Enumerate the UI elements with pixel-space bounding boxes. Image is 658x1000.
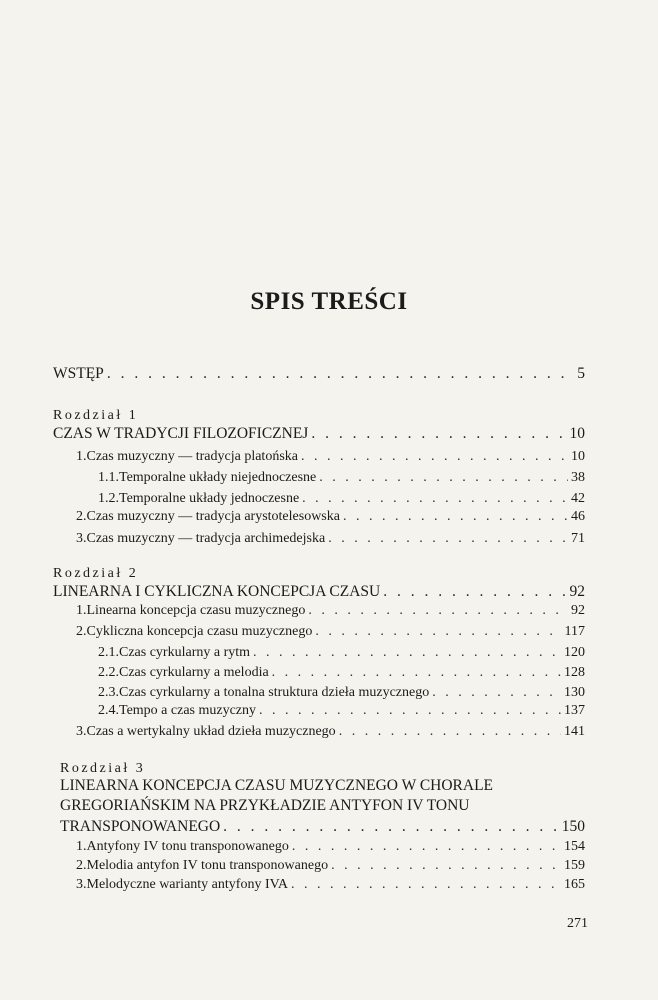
dot-leader bbox=[383, 583, 566, 601]
toc-entry bbox=[98, 491, 585, 507]
toc-entry-number: 1.1. bbox=[98, 470, 119, 485]
dot-leader bbox=[107, 365, 574, 383]
toc-entry bbox=[98, 685, 585, 701]
toc-page-number: 42 bbox=[571, 491, 585, 506]
toc-page-number: 154 bbox=[564, 839, 585, 854]
toc-entry-label: Temporalne układy jednoczesne bbox=[119, 491, 300, 506]
toc-page-number: 71 bbox=[571, 531, 585, 546]
toc-entry-label: Melodia antyfon IV tonu transponowanego bbox=[86, 858, 329, 873]
toc-entry-label: Antyfony IV tonu transponowanego bbox=[86, 839, 289, 854]
toc-entry-number: 1. bbox=[76, 603, 87, 618]
toc-entry bbox=[76, 531, 585, 547]
toc-page-number: 165 bbox=[564, 877, 585, 892]
dot-leader bbox=[315, 624, 561, 640]
toc-entry bbox=[76, 839, 585, 855]
toc-entry-number: 2. bbox=[76, 858, 87, 873]
toc-entry bbox=[76, 509, 585, 525]
toc-entry-label: LINEARNA I CYKLICZNA KONCEPCJA CZASU bbox=[53, 583, 381, 600]
toc-entry-label: Czas muzyczny — tradycja platońska bbox=[86, 449, 298, 464]
toc-entry-number: 2.3. bbox=[98, 685, 119, 700]
dot-leader bbox=[301, 449, 568, 465]
dot-leader bbox=[291, 877, 561, 893]
toc-page-number: 128 bbox=[564, 665, 585, 680]
toc-entry-label: WSTĘP bbox=[53, 365, 104, 382]
toc-page-number: 130 bbox=[564, 685, 585, 700]
dot-leader bbox=[302, 491, 568, 507]
toc-entry-label: Melodyczne warianty antyfony IVA bbox=[86, 877, 289, 892]
toc-entry-number: 2.4. bbox=[98, 703, 119, 718]
toc-entry-number: 1.2. bbox=[98, 491, 119, 506]
toc-chapter-title-line: LINEARNA KONCEPCJA CZASU MUZYCZNEGO W CHORALE bbox=[60, 777, 494, 794]
toc-entry-number: 2.2. bbox=[98, 665, 119, 680]
toc-page-number: 5 bbox=[577, 365, 585, 382]
toc-entry-label: Czas cyrkularny a tonalna struktura dzieła muzycznego bbox=[119, 685, 430, 700]
page-title: SPIS TREŚCI bbox=[250, 288, 408, 315]
toc-entry-label: Cykliczna koncepcja czasu muzycznego bbox=[86, 624, 313, 639]
toc-entry bbox=[76, 449, 585, 465]
toc-entry-label: Linearna koncepcja czasu muzycznego bbox=[86, 603, 306, 618]
dot-leader bbox=[223, 818, 559, 836]
toc-entry bbox=[76, 724, 585, 740]
toc-entry-number: 3. bbox=[76, 724, 87, 739]
toc-page-number: 10 bbox=[569, 425, 585, 442]
toc-page-number: 46 bbox=[571, 509, 585, 524]
toc-entry-label: Czas a wertykalny układ dzieła muzycznego bbox=[86, 724, 336, 739]
toc-entry-number: 1. bbox=[76, 449, 87, 464]
toc-chapter-title-line: GREGORIAŃSKIM NA PRZYKŁADZIE ANTYFON IV TONU bbox=[60, 797, 470, 814]
toc-entry-number: 1. bbox=[76, 839, 87, 854]
dot-leader bbox=[328, 531, 568, 547]
toc-entry bbox=[98, 645, 585, 661]
toc-entry bbox=[98, 665, 585, 681]
toc-entry-label: Tempo a czas muzyczny bbox=[119, 703, 257, 718]
toc-entry-label: Czas cyrkularny a melodia bbox=[119, 665, 269, 680]
toc-entry-number: 3. bbox=[76, 877, 87, 892]
toc-entry bbox=[76, 877, 585, 893]
toc-entry-number: 3. bbox=[76, 531, 87, 546]
dot-leader bbox=[292, 839, 561, 855]
toc-entry bbox=[76, 624, 585, 640]
toc-entry-label: Temporalne układy niejednoczesne bbox=[119, 470, 317, 485]
toc-entry-number: 2. bbox=[76, 509, 87, 524]
dot-leader bbox=[339, 724, 561, 740]
toc-chapter-title bbox=[53, 583, 585, 601]
page-number: 271 bbox=[567, 916, 588, 931]
chapter-label: Rozdział 3 bbox=[60, 761, 146, 776]
toc-entry bbox=[76, 603, 585, 619]
toc-page-number: 117 bbox=[564, 624, 585, 639]
toc-page-number: 159 bbox=[564, 858, 585, 873]
toc-chapter-title bbox=[60, 818, 585, 836]
toc-entry-number: 2. bbox=[76, 624, 87, 639]
toc-page-number: 150 bbox=[561, 818, 585, 835]
toc-entry bbox=[98, 703, 585, 719]
dot-leader bbox=[432, 685, 561, 701]
chapter-label: Rozdział 2 bbox=[53, 566, 139, 581]
dot-leader bbox=[331, 858, 561, 874]
dot-leader bbox=[259, 703, 561, 719]
toc-entry bbox=[98, 470, 585, 486]
toc-entry-label: CZAS W TRADYCJI FILOZOFICZNEJ bbox=[53, 425, 309, 442]
toc-entry-intro bbox=[53, 365, 585, 383]
chapter-label: Rozdział 1 bbox=[53, 408, 139, 423]
toc-entry-label: Czas muzyczny — tradycja arystotelesowska bbox=[86, 509, 340, 524]
toc-page-number: 120 bbox=[564, 645, 585, 660]
toc-page-number: 92 bbox=[571, 603, 585, 618]
dot-leader bbox=[308, 603, 568, 619]
toc-entry-label: Czas muzyczny — tradycja archimedejska bbox=[86, 531, 326, 546]
toc-page-number: 38 bbox=[571, 470, 585, 485]
dot-leader bbox=[311, 425, 566, 443]
dot-leader bbox=[319, 470, 568, 486]
toc-page-number: 10 bbox=[571, 449, 585, 464]
toc-page-number: 137 bbox=[564, 703, 585, 718]
toc-chapter-title bbox=[53, 425, 585, 443]
dot-leader bbox=[253, 645, 561, 661]
dot-leader bbox=[272, 665, 561, 681]
toc-entry-label: Czas cyrkularny a rytm bbox=[119, 645, 251, 660]
toc-entry bbox=[76, 858, 585, 874]
dot-leader bbox=[343, 509, 568, 525]
toc-entry-number: 2.1. bbox=[98, 645, 119, 660]
toc-entry-label: TRANSPONOWANEGO bbox=[60, 818, 221, 835]
toc-page-number: 141 bbox=[564, 724, 585, 739]
toc-page-number: 92 bbox=[569, 583, 585, 600]
